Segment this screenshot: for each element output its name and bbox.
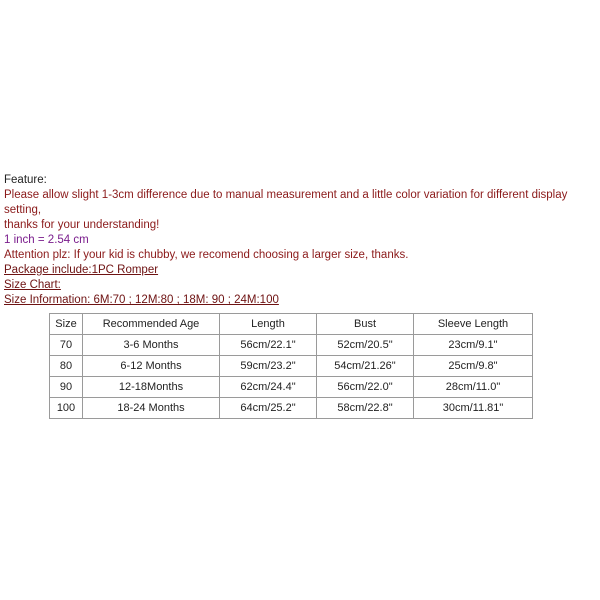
cell-size: 80: [50, 356, 83, 377]
cell-sleeve: 25cm/9.8": [414, 356, 533, 377]
feature-heading: Feature:: [4, 174, 47, 186]
cell-length: 59cm/23.2": [220, 356, 317, 377]
header-recommended-age: Recommended Age: [83, 314, 220, 335]
table-header-row: [50, 314, 533, 335]
cell-bust: 52cm/20.5": [317, 335, 414, 356]
header-length: Length: [220, 314, 317, 335]
cell-bust: 58cm/22.8": [317, 398, 414, 419]
product-description: [4, 173, 596, 308]
cell-age: 12-18Months: [83, 377, 220, 398]
table-row: [50, 377, 533, 398]
cell-length: 64cm/25.2": [220, 398, 317, 419]
cell-size: 70: [50, 335, 83, 356]
inch-conversion: 1 inch = 2.54 cm: [4, 234, 89, 246]
header-sleeve-length: Sleeve Length: [414, 314, 533, 335]
cell-bust: 56cm/22.0": [317, 377, 414, 398]
cell-bust: 54cm/21.26": [317, 356, 414, 377]
cell-size: 90: [50, 377, 83, 398]
cell-size: 100: [50, 398, 83, 419]
table-row: [50, 335, 533, 356]
table-row: [50, 356, 533, 377]
cell-sleeve: 23cm/9.1": [414, 335, 533, 356]
cell-age: 6-12 Months: [83, 356, 220, 377]
cell-age: 3-6 Months: [83, 335, 220, 356]
cell-age: 18-24 Months: [83, 398, 220, 419]
thanks-note: thanks for your understanding!: [4, 219, 160, 231]
size-chart-table: [49, 313, 533, 419]
size-information: Size Information: 6M:70 ; 12M:80 ; 18M: 90 ; 24M:100: [4, 294, 279, 306]
cell-length: 56cm/22.1": [220, 335, 317, 356]
cell-sleeve: 28cm/11.0": [414, 377, 533, 398]
package-include: Package include:1PC Romper: [4, 264, 159, 276]
table-row: [50, 398, 533, 419]
size-chart-heading: Size Chart:: [4, 279, 61, 291]
header-bust: Bust: [317, 314, 414, 335]
cell-length: 62cm/24.4": [220, 377, 317, 398]
measurement-note: Please allow slight 1-3cm difference due to manual measurement and a little color variation for different display setting,: [4, 189, 568, 216]
header-size: Size: [50, 314, 83, 335]
cell-sleeve: 30cm/11.81": [414, 398, 533, 419]
attention-note: Attention plz: If your kid is chubby, we recomend choosing a larger size, thanks.: [4, 249, 409, 261]
